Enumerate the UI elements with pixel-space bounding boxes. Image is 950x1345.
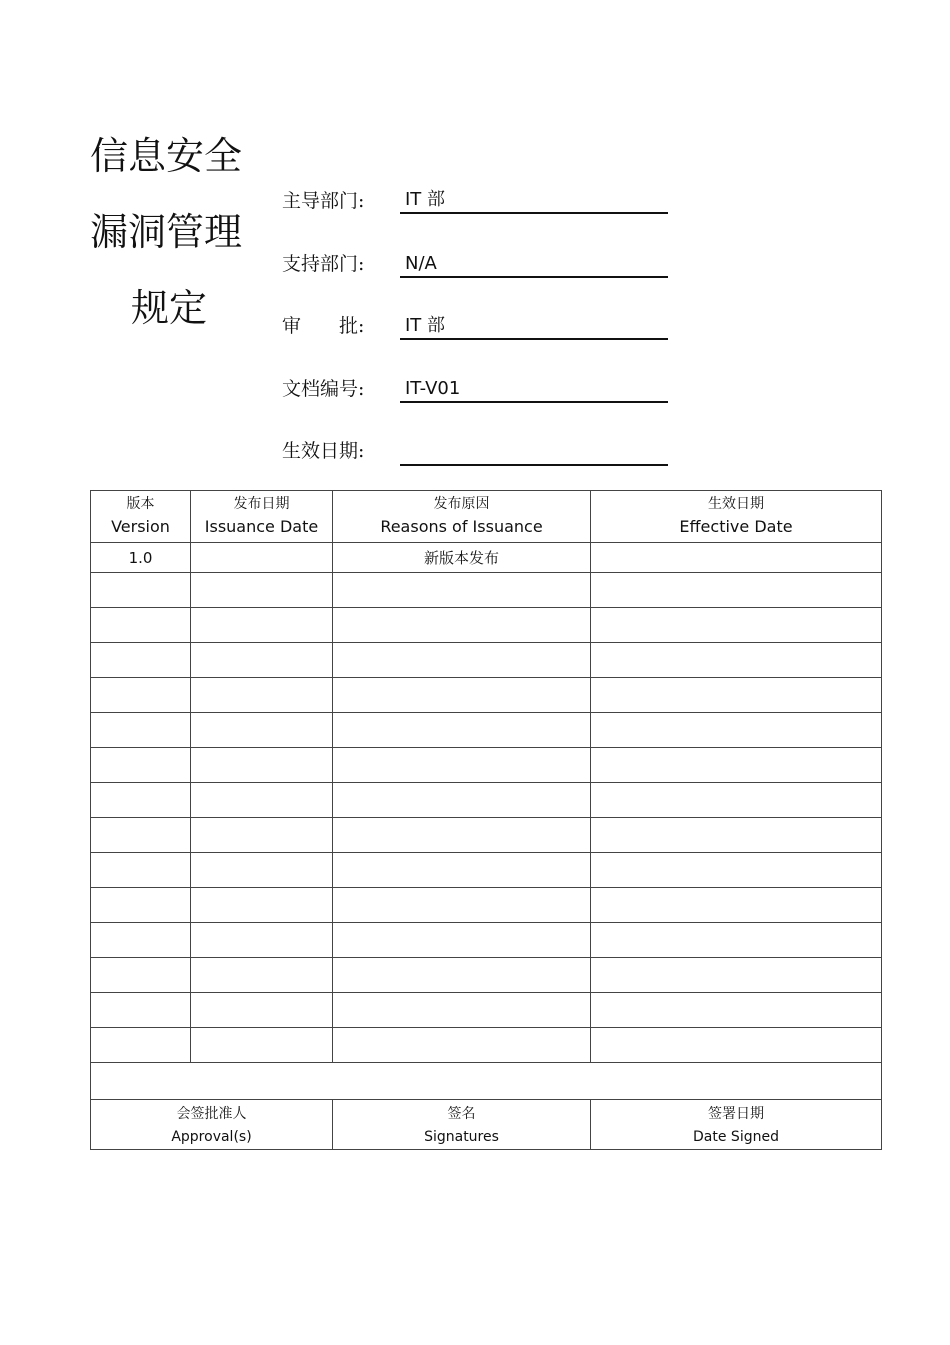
field-value-document-number: IT-V01: [400, 377, 668, 403]
field-value-effective-date: [400, 440, 668, 466]
empty-cell: [333, 818, 591, 853]
table-row: [91, 853, 882, 888]
table-row: [91, 713, 882, 748]
document-title-line-2: 漏洞管理: [90, 210, 243, 254]
empty-cell: [191, 643, 333, 678]
footer-signatures-en: Signatures: [424, 1128, 499, 1145]
cell-issuance-date: [191, 543, 333, 573]
empty-cell: [191, 573, 333, 608]
empty-cell: [591, 678, 882, 713]
empty-cell: [91, 1028, 191, 1063]
footer-date-signed-cn: 签署日期: [708, 1105, 764, 1122]
empty-cell: [591, 993, 882, 1028]
table-row: [91, 783, 882, 818]
empty-cell: [591, 573, 882, 608]
document-title-line-3: 规定: [131, 286, 208, 330]
header-version: [91, 491, 191, 543]
header-effective-date: [591, 491, 882, 543]
empty-cell: [333, 958, 591, 993]
table-row: [91, 573, 882, 608]
empty-cell: [91, 783, 191, 818]
table-row: [91, 1028, 882, 1063]
header-reasons: [333, 491, 591, 543]
empty-cell: [591, 748, 882, 783]
empty-cell: [191, 783, 333, 818]
table-row: [91, 678, 882, 713]
field-value-support-department: N/A: [400, 252, 668, 278]
cell-reason: 新版本发布: [333, 543, 591, 573]
table-row: [91, 543, 882, 573]
header-issuance-date: [191, 491, 333, 543]
footer-approvals-en: Approval(s): [171, 1128, 252, 1145]
empty-cell: [591, 608, 882, 643]
empty-cell: [591, 958, 882, 993]
table-row: [91, 818, 882, 853]
empty-cell: [91, 888, 191, 923]
footer-approvals-cn: 会签批准人: [176, 1105, 247, 1122]
empty-cell: [191, 608, 333, 643]
footer-date-signed: [591, 1100, 882, 1150]
field-label-document-number: 文档编号:: [282, 378, 365, 400]
empty-cell: [591, 888, 882, 923]
empty-cell: [333, 608, 591, 643]
empty-cell: [91, 818, 191, 853]
field-label-approval: 审 批:: [282, 315, 365, 337]
empty-cell: [91, 748, 191, 783]
empty-cell: [333, 643, 591, 678]
field-label-lead-department: 主导部门:: [282, 190, 365, 212]
empty-cell: [91, 958, 191, 993]
document-title-line-1: 信息安全: [90, 134, 243, 178]
header-issuance-date-cn: 发布日期: [233, 496, 290, 512]
header-reasons-cn: 发布原因: [433, 496, 490, 512]
empty-cell: [333, 888, 591, 923]
footer-date-signed-en: Date Signed: [693, 1128, 779, 1145]
field-label-effective-date: 生效日期:: [282, 440, 365, 462]
empty-cell: [191, 923, 333, 958]
approval-footer-row: [91, 1100, 882, 1150]
empty-cell: [591, 783, 882, 818]
field-label-support-department: 支持部门:: [282, 253, 365, 275]
empty-cell: [91, 678, 191, 713]
spacer-cell: [91, 1063, 882, 1100]
empty-cell: [333, 573, 591, 608]
empty-cell: [191, 993, 333, 1028]
empty-cell: [591, 923, 882, 958]
header-effective-date-cn: 生效日期: [708, 496, 764, 512]
empty-cell: [191, 748, 333, 783]
field-value-lead-department: IT 部: [400, 188, 668, 214]
footer-signatures: [333, 1100, 591, 1150]
empty-cell: [91, 853, 191, 888]
empty-cell: [91, 993, 191, 1028]
table-header-row: [91, 491, 882, 543]
cell-effective-date: [591, 543, 882, 573]
empty-cell: [91, 608, 191, 643]
empty-cell: [333, 783, 591, 818]
empty-cell: [191, 818, 333, 853]
table-row: [91, 958, 882, 993]
field-value-approval: IT 部: [400, 314, 668, 340]
empty-cell: [191, 678, 333, 713]
footer-approvals: [91, 1100, 333, 1150]
empty-cell: [333, 853, 591, 888]
empty-cell: [333, 1028, 591, 1063]
empty-cell: [91, 923, 191, 958]
empty-cell: [91, 573, 191, 608]
table-row: [91, 993, 882, 1028]
table-row: [91, 643, 882, 678]
header-reasons-en: Reasons of Issuance: [380, 517, 543, 536]
footer-signatures-cn: 签名: [447, 1105, 476, 1122]
table-row: [91, 748, 882, 783]
empty-cell: [591, 818, 882, 853]
empty-cell: [91, 713, 191, 748]
table-row: [91, 888, 882, 923]
header-version-cn: 版本: [126, 496, 155, 512]
empty-cell: [191, 888, 333, 923]
empty-cell: [191, 958, 333, 993]
empty-cell: [591, 853, 882, 888]
empty-cell: [333, 923, 591, 958]
empty-cell: [333, 713, 591, 748]
empty-cell: [191, 853, 333, 888]
empty-cell: [591, 713, 882, 748]
header-effective-date-en: Effective Date: [679, 517, 793, 536]
table-spacer-row: [91, 1063, 882, 1100]
table-row: [91, 923, 882, 958]
empty-cell: [591, 1028, 882, 1063]
empty-cell: [333, 678, 591, 713]
cell-version: 1.0: [91, 543, 191, 573]
table-row: [91, 608, 882, 643]
revision-record-table: [90, 490, 882, 1150]
empty-cell: [591, 643, 882, 678]
header-version-en: Version: [111, 517, 170, 536]
empty-cell: [191, 1028, 333, 1063]
empty-cell: [333, 748, 591, 783]
empty-cell: [191, 713, 333, 748]
header-issuance-date-en: Issuance Date: [204, 517, 319, 536]
empty-cell: [333, 993, 591, 1028]
empty-cell: [91, 643, 191, 678]
